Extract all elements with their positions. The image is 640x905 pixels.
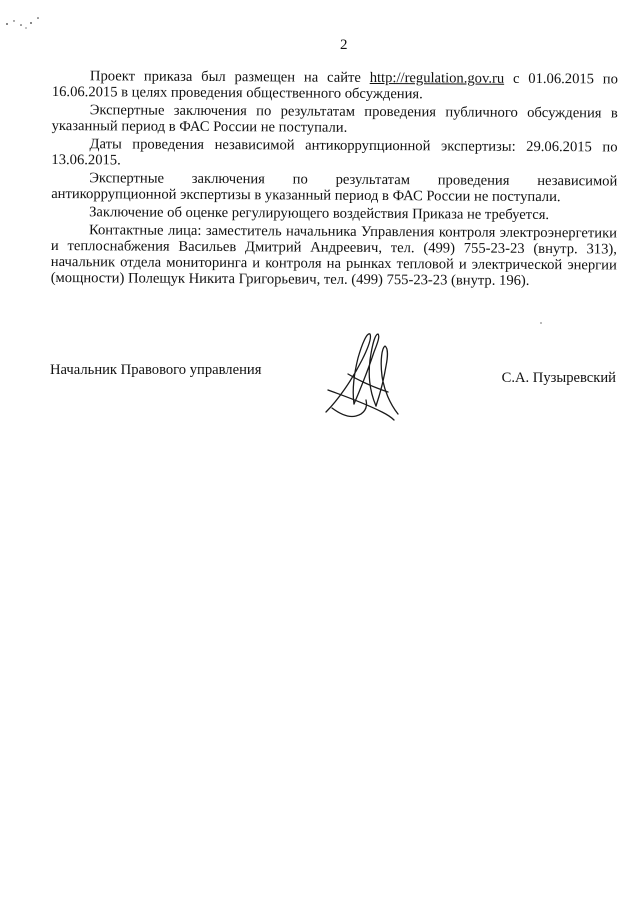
regulation-link[interactable]: http://regulation.gov.ru — [369, 69, 505, 87]
document-body — [51, 68, 618, 291]
paragraph-contacts: Контактные лица: заместитель начальника Управления контроля электроэнергетики и теплоснабжения Васильев Дмитрий Андреевич, тел. (499) 755-23-23 (внутр. 313), начальник отдела мониторинга и контроля на рынках тепловой и электрической энергии (мощности) Полещук Никита Григорьевич, тел. (499) 755-23-23 (внутр. 196). — [50, 222, 618, 289]
handwritten-signature-icon — [318, 330, 408, 425]
paragraph-expertise-dates: Даты проведения независимой антикоррупционной экспертизы: 29.06.2015 по 13.06.2015. — [51, 136, 618, 169]
page-number: 2 — [340, 37, 348, 53]
signature-block — [50, 330, 616, 430]
signatory-name: С.А. Пузыревский — [501, 370, 616, 386]
paragraph-expertise-results: Экспертные заключения по результатам проведения независимой антикоррупционной экспертизы в указанный период в ФАС России не поступали. — [51, 170, 618, 206]
paragraph-text: с 01.06.2015 по 16.06.2015 в целях проведения общественного обсуждения. — [51, 70, 618, 103]
paragraph-public-discussion: Экспертные заключения по результатам проведения публичного обсуждения в указанный период в ФАС России не поступали. — [51, 102, 618, 136]
paragraph-regulatory-impact: Заключение об оценке регулирующего воздействия Приказа не требуется. — [89, 204, 550, 224]
paragraph-project-publication — [52, 68, 618, 103]
signatory-title: Начальник Правового управления — [50, 362, 262, 378]
margin-mark — [540, 322, 542, 324]
scan-dots-icon — [4, 12, 44, 32]
paragraph-text: Проект приказа был размещен на сайте — [89, 68, 370, 86]
